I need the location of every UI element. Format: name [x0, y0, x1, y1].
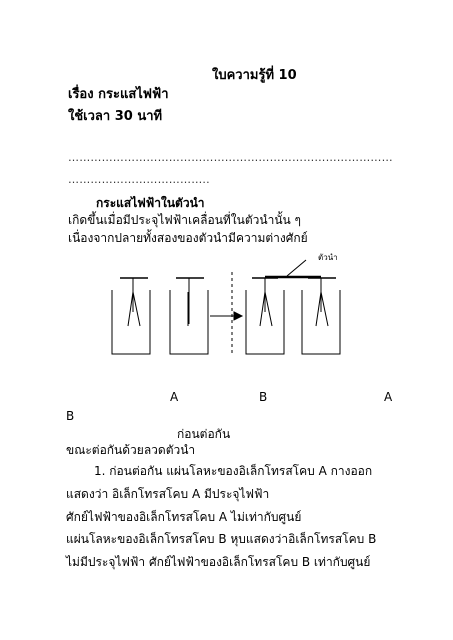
arrow-icon [234, 312, 242, 320]
section-heading: กระแสไฟฟ้าในตัวนำ [96, 196, 205, 210]
label-a-1: A [170, 390, 179, 404]
conductor-label: ตัวนำ [318, 253, 338, 262]
caption-before: ก่อนต่อกัน [177, 427, 231, 441]
body-line-5: ไม่มีประจุไฟฟ้า ศักย์ไฟฟ้าของอิเล็กโทรสโคบ B เท่ากับศูนย์ [66, 555, 371, 569]
dotted-line-2: ……………………………….. [68, 173, 210, 186]
time-line: ใช้เวลา 30 นาที [68, 109, 163, 124]
caption-during: ขณะต่อกันด้วยลวดตัวนำ [66, 443, 196, 457]
body-line-2: แสดงว่า อิเล็กโทรสโคบ A มีประจุไฟฟ้า [66, 487, 270, 501]
intro-line-1: เกิดขึ้นเมื่อมีประจุไฟฟ้าเคลื่อนที่ในตัวนำนั้น ๆ [68, 213, 302, 227]
label-a-2: A [384, 390, 393, 404]
body-line-4: แผ่นโลหะของอิเล็กโทรสโคบ B หุบแสดงว่าอิเล็กโทรสโคบ B [66, 532, 377, 546]
dotted-line-1: …………………………………………………………………………… [68, 151, 393, 164]
label-b-2: B [66, 409, 75, 423]
label-b-1: B [259, 390, 268, 404]
electroscope-diagram [100, 250, 360, 360]
body-line-1: 1. ก่อนต่อกัน แผ่นโลหะของอิเล็กโทรสโคบ A กางออก [94, 464, 373, 478]
subject-line: เรื่อง กระแสไฟฟ้า [68, 87, 169, 102]
body-line-3: ศักย์ไฟฟ้าของอิเล็กโทรสโคบ A ไม่เท่ากับศูนย์ [66, 510, 302, 524]
intro-line-2: เนื่องจากปลายทั้งสองของตัวนำมีความต่างศักย์ [68, 231, 308, 245]
beaker-a-before [112, 290, 150, 354]
sheet-title: ใบความรู้ที่ 10 [212, 68, 297, 83]
